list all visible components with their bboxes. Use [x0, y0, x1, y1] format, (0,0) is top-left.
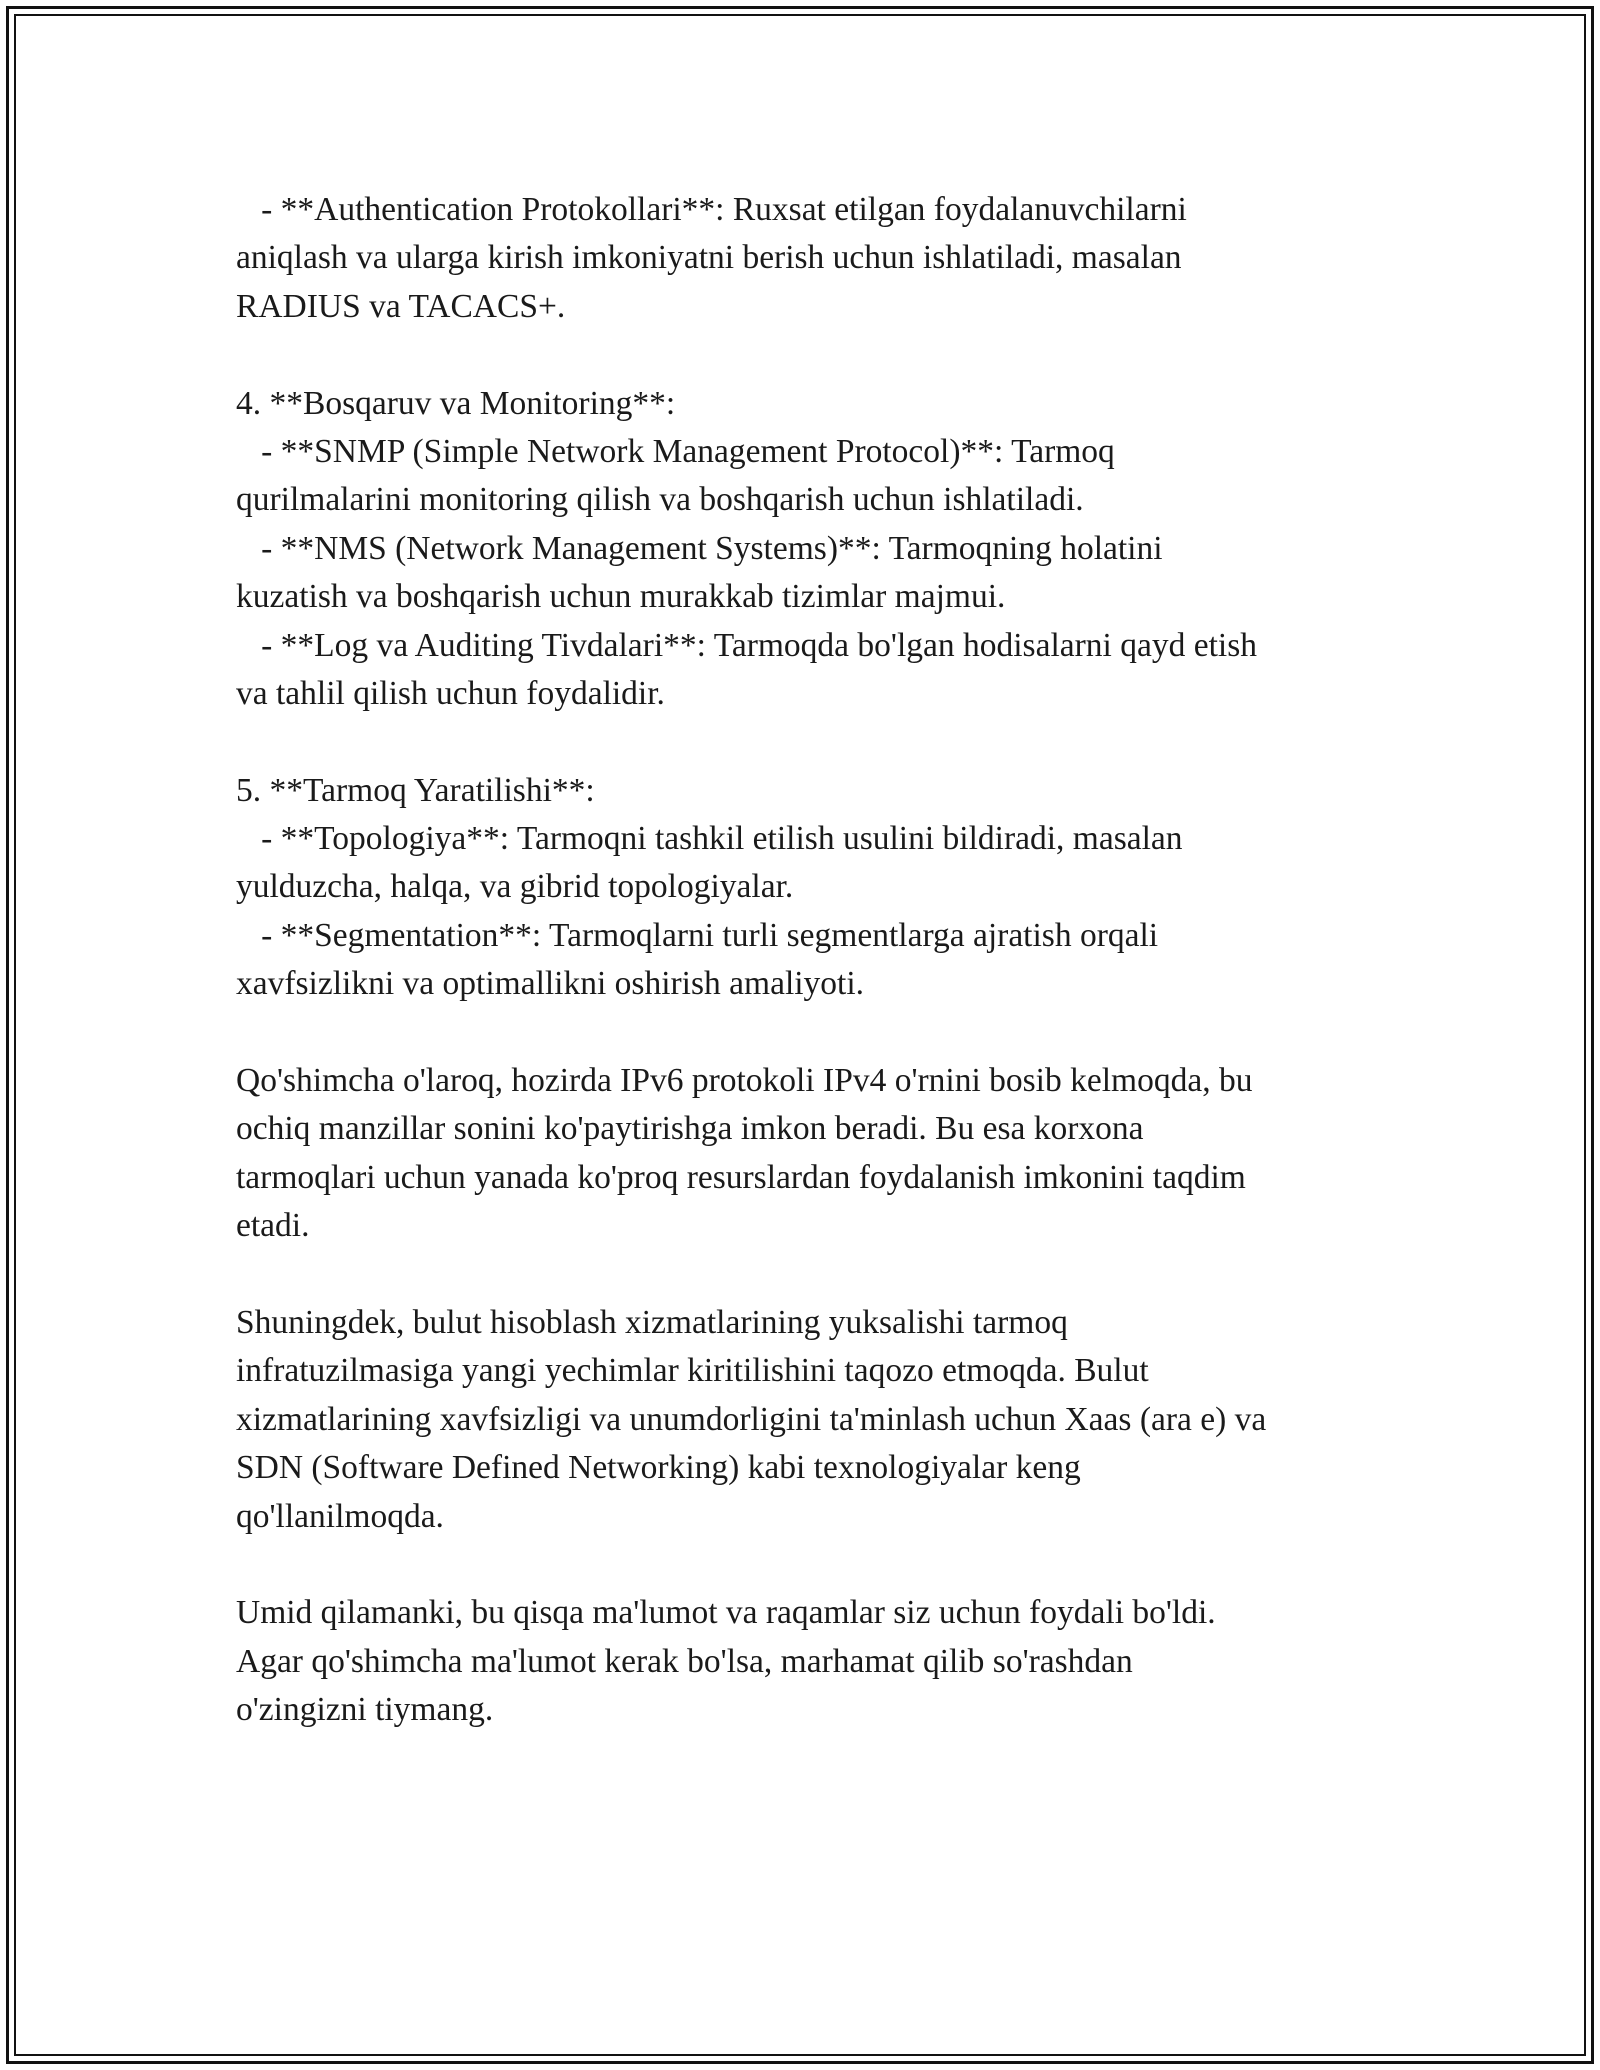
- text-line: kuzatish va boshqarish uchun murakkab tizimlar majmui.: [236, 578, 1006, 616]
- text-line: - **NMS (Network Management Systems)**: Tarmoqning holatini: [236, 529, 1163, 567]
- text-line: o'zingizni tiymang.: [236, 1691, 494, 1729]
- paragraph-gap: [236, 1541, 1386, 1589]
- paragraph-gap: [236, 1009, 1386, 1057]
- text-line: SDN (Software Defined Networking) kabi texnologiyalar keng: [236, 1449, 1081, 1487]
- text-line: qurilmalarini monitoring qilish va boshqarish uchun ishlatiladi.: [236, 481, 1084, 519]
- text-line: Qo'shimcha o'laroq, hozirda IPv6 protokoli IPv4 o'rnini bosib kelmoqda, bu: [236, 1062, 1253, 1100]
- text-line: infratuzilmasiga yangi yechimlar kiritilishini taqozo etmoqda. Bulut: [236, 1352, 1149, 1390]
- text-line: tarmoqlari uchun yanada ko'proq resurslardan foydalanish imkonini taqdim: [236, 1158, 1246, 1196]
- text-line: RADIUS va TACACS+.: [236, 287, 566, 325]
- text-line: - **Segmentation**: Tarmoqlarni turli segmentlarga ajratish orqali: [236, 916, 1159, 954]
- text-line: xavfsizlikni va optimallikni oshirish amaliyoti.: [236, 965, 865, 1003]
- text-line: - **SNMP (Simple Network Management Protocol)**: Tarmoq: [236, 432, 1115, 470]
- text-line: Umid qilamanki, bu qisqa ma'lumot va raqamlar siz uchun foydali bo'ldi.: [236, 1594, 1216, 1632]
- text-line: ochiq manzillar sonini ko'paytirishga imkon beradi. Bu esa korxona: [236, 1110, 1144, 1148]
- text-line: - **Log va Auditing Tivdalari**: Tarmoqda bo'lgan hodisalarni qayd etish: [236, 626, 1257, 664]
- paragraph-gap: [236, 718, 1386, 766]
- text-line: qo'llanilmoqda.: [236, 1497, 444, 1535]
- text-line: yulduzcha, halqa, va gibrid topologiyalar.: [236, 868, 794, 906]
- paragraph-gap: [236, 1251, 1386, 1299]
- text-line: - **Authentication Protokollari**: Ruxsat etilgan foydalanuvchilarni: [236, 191, 1187, 228]
- document-body: [236, 186, 1386, 1735]
- text-line: - **Topologiya**: Tarmoqni tashkil etilish usulini bildiradi, masalan: [236, 820, 1183, 858]
- text-line: Agar qo'shimcha ma'lumot kerak bo'lsa, marhamat qilib so'rashdan: [236, 1642, 1133, 1680]
- text-line: xizmatlarining xavfsizligi va unumdorligini ta'minlash uchun Xaas (ara e) va: [236, 1400, 1267, 1438]
- paragraph-gap: [236, 331, 1386, 379]
- section-heading: 5. **Tarmoq Yaratilishi**:: [236, 771, 595, 809]
- text-line: aniqlash va ularga kirish imkoniyatni berish uchun ishlatiladi, masalan: [236, 239, 1182, 277]
- section-heading: 4. **Bosqaruv va Monitoring**:: [236, 384, 676, 422]
- text-line: Shuningdek, bulut hisoblash xizmatlarining yuksalishi tarmoq: [236, 1303, 1068, 1341]
- text-line: etadi.: [236, 1207, 310, 1245]
- text-line: va tahlil qilish uchun foydalidir.: [236, 674, 665, 712]
